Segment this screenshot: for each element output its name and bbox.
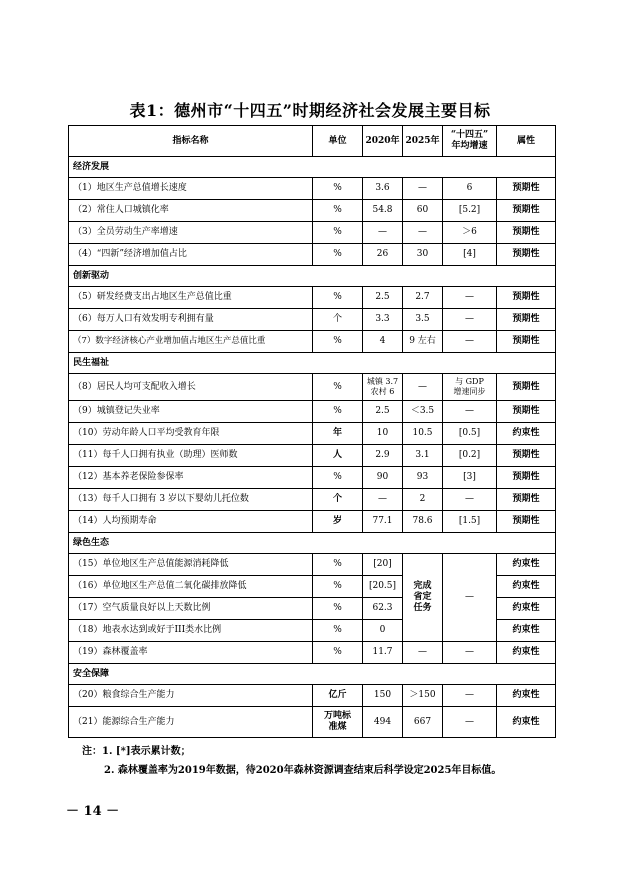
note-2: 2. 森林覆盖率为2019年数据，待2020年森林资源调查结束后科学设定2025年目标值。 xyxy=(104,765,502,776)
row-growth: — xyxy=(443,707,497,738)
row-2025: — xyxy=(403,178,443,200)
category-row xyxy=(69,157,556,178)
row-2025: 60 xyxy=(403,200,443,222)
merged-2025-target xyxy=(403,554,443,642)
row-name: （20）粮食综合生产能力 xyxy=(69,685,313,707)
header-unit: 单位 xyxy=(313,126,363,157)
row-unit: 岁 xyxy=(313,511,363,533)
row-name: （7）数字经济核心产业增加值占地区生产总值比重 xyxy=(69,331,313,353)
row-growth: ＞6 xyxy=(443,222,497,244)
table-notes xyxy=(82,742,501,780)
row-2025: ＜3.5 xyxy=(403,401,443,423)
row-growth xyxy=(443,374,497,401)
row-attr: 预期性 xyxy=(497,467,556,489)
row-name: （10）劳动年龄人口平均受教育年限 xyxy=(69,423,313,445)
merged-growth: — xyxy=(443,554,497,642)
row-2025: 93 xyxy=(403,467,443,489)
row-growth: — xyxy=(443,309,497,331)
row-attr: 约束性 xyxy=(497,685,556,707)
category-row xyxy=(69,266,556,287)
row-unit: % xyxy=(313,598,363,620)
row-attr: 约束性 xyxy=(497,620,556,642)
row-name: （4）“四新”经济增加值占比 xyxy=(69,244,313,266)
row-2025: 30 xyxy=(403,244,443,266)
row-2020: 3.3 xyxy=(363,309,403,331)
row-2020: 54.8 xyxy=(363,200,403,222)
table-row xyxy=(69,222,556,244)
category-row xyxy=(69,353,556,374)
row-2020: 2.5 xyxy=(363,401,403,423)
table-row xyxy=(69,178,556,200)
row-name: （14）人均预期寿命 xyxy=(69,511,313,533)
row-name: （9）城镇登记失业率 xyxy=(69,401,313,423)
row-growth: [0.5] xyxy=(443,423,497,445)
row-attr: 预期性 xyxy=(497,244,556,266)
row-2025: 9 左右 xyxy=(403,331,443,353)
table-row xyxy=(69,445,556,467)
row-growth: — xyxy=(443,489,497,511)
category-green: 绿色生态 xyxy=(69,533,556,554)
row-2020-urban: 城镇 3.7 xyxy=(366,377,399,386)
row-unit: % xyxy=(313,620,363,642)
row-name: （11）每千人口拥有执业（助理）医师数 xyxy=(69,445,313,467)
header-attr: 属性 xyxy=(497,126,556,157)
row-name: （13）每千人口拥有 3 岁以下婴幼儿托位数 xyxy=(69,489,313,511)
row-2020: 2.5 xyxy=(363,287,403,309)
row-name: （6）每万人口有效发明专利拥有量 xyxy=(69,309,313,331)
category-row xyxy=(69,533,556,554)
row-name: （1）地区生产总值增长速度 xyxy=(69,178,313,200)
row-unit: % xyxy=(313,467,363,489)
row-2020: 77.1 xyxy=(363,511,403,533)
table-row xyxy=(69,200,556,222)
row-growth: — xyxy=(443,331,497,353)
row-2020: 26 xyxy=(363,244,403,266)
category-row xyxy=(69,664,556,685)
row-growth: — xyxy=(443,287,497,309)
table-row xyxy=(69,489,556,511)
row-growth: [1.5] xyxy=(443,511,497,533)
row-growth: — xyxy=(443,401,497,423)
row-name: （21）能源综合生产能力 xyxy=(69,707,313,738)
row-attr: 预期性 xyxy=(497,200,556,222)
header-2020: 2020年 xyxy=(363,126,403,157)
row-2020: — xyxy=(363,222,403,244)
row-unit: % xyxy=(313,178,363,200)
merged-2025-line3: 任务 xyxy=(413,603,432,613)
table-row xyxy=(69,374,556,401)
row-attr: 预期性 xyxy=(497,511,556,533)
category-security: 安全保障 xyxy=(69,664,556,685)
row-attr: 预期性 xyxy=(497,445,556,467)
row-attr: 预期性 xyxy=(497,178,556,200)
row-2020: 0 xyxy=(363,620,403,642)
row-attr: 约束性 xyxy=(497,554,556,576)
note-1: 注：1. [*]表示累计数； xyxy=(82,746,191,757)
row-2025: 10.5 xyxy=(403,423,443,445)
row-growth: — xyxy=(443,642,497,664)
table-row xyxy=(69,554,556,576)
row-2020: 10 xyxy=(363,423,403,445)
header-row xyxy=(69,126,556,157)
row-2025: — xyxy=(403,222,443,244)
row-name: （17）空气质量良好以上天数比例 xyxy=(69,598,313,620)
row-attr: 预期性 xyxy=(497,309,556,331)
row-name: （19）森林覆盖率 xyxy=(69,642,313,664)
row-attr: 预期性 xyxy=(497,222,556,244)
category-welfare: 民生福祉 xyxy=(69,353,556,374)
row-name: （15）单位地区生产总值能源消耗降低 xyxy=(69,554,313,576)
row-growth: — xyxy=(443,685,497,707)
row-unit: % xyxy=(313,576,363,598)
row-2025: — xyxy=(403,642,443,664)
row-unit: % xyxy=(313,331,363,353)
table-row xyxy=(69,287,556,309)
row-name: （12）基本养老保险参保率 xyxy=(69,467,313,489)
row-growth: [4] xyxy=(443,244,497,266)
table-row xyxy=(69,401,556,423)
row-unit: % xyxy=(313,287,363,309)
table-title: 表1：德州市“十四五”时期经济社会发展主要目标 xyxy=(129,101,491,120)
table-row xyxy=(69,423,556,445)
row-attr: 预期性 xyxy=(497,401,556,423)
page-number: － 14 － xyxy=(66,804,120,819)
table-row xyxy=(69,642,556,664)
header-2025: 2025年 xyxy=(403,126,443,157)
row-unit xyxy=(313,707,363,738)
row-2020: 150 xyxy=(363,685,403,707)
row-unit: 人 xyxy=(313,445,363,467)
row-2025: — xyxy=(403,374,443,401)
row-unit: 个 xyxy=(313,489,363,511)
row-2025: 78.6 xyxy=(403,511,443,533)
row-2025: 2.7 xyxy=(403,287,443,309)
row-2025: ＞150 xyxy=(403,685,443,707)
row-unit-line1: 万吨标 xyxy=(323,711,351,721)
row-unit: % xyxy=(313,642,363,664)
row-unit: 个 xyxy=(313,309,363,331)
row-2020: 4 xyxy=(363,331,403,353)
row-2020: 494 xyxy=(363,707,403,738)
row-attr: 预期性 xyxy=(497,331,556,353)
row-attr: 约束性 xyxy=(497,642,556,664)
row-name: （3）全员劳动生产率增速 xyxy=(69,222,313,244)
row-unit: 亿斤 xyxy=(313,685,363,707)
row-2025: 3.1 xyxy=(403,445,443,467)
targets-table xyxy=(68,125,556,738)
row-2025: 667 xyxy=(403,707,443,738)
table-row xyxy=(69,511,556,533)
row-growth: [3] xyxy=(443,467,497,489)
table-row xyxy=(69,707,556,738)
row-unit: % xyxy=(313,401,363,423)
category-economy: 经济发展 xyxy=(69,157,556,178)
row-2020: 3.6 xyxy=(363,178,403,200)
row-2025: 3.5 xyxy=(403,309,443,331)
row-unit: % xyxy=(313,200,363,222)
row-unit: % xyxy=(313,554,363,576)
table-row xyxy=(69,244,556,266)
row-attr: 约束性 xyxy=(497,423,556,445)
row-2025: 2 xyxy=(403,489,443,511)
row-2020 xyxy=(363,374,403,401)
row-attr: 约束性 xyxy=(497,707,556,738)
row-attr: 约束性 xyxy=(497,576,556,598)
row-name: （2）常住人口城镇化率 xyxy=(69,200,313,222)
row-unit: % xyxy=(313,222,363,244)
row-2020: 62.3 xyxy=(363,598,403,620)
table-row xyxy=(69,309,556,331)
table-row xyxy=(69,685,556,707)
header-growth-line2: 年均增速 xyxy=(451,141,488,151)
row-unit-line2: 准煤 xyxy=(328,722,347,732)
row-growth: [5.2] xyxy=(443,200,497,222)
category-innovation: 创新驱动 xyxy=(69,266,556,287)
table-row xyxy=(69,331,556,353)
row-unit: % xyxy=(313,374,363,401)
row-2020: 11.7 xyxy=(363,642,403,664)
row-name: （16）单位地区生产总值二氧化碳排放降低 xyxy=(69,576,313,598)
header-growth xyxy=(443,126,497,157)
row-2020: 90 xyxy=(363,467,403,489)
merged-2025-line2: 省定 xyxy=(413,592,432,602)
row-growth: [0.2] xyxy=(443,445,497,467)
row-attr: 预期性 xyxy=(497,374,556,401)
table-row xyxy=(69,467,556,489)
row-attr: 预期性 xyxy=(497,489,556,511)
row-2020: 2.9 xyxy=(363,445,403,467)
row-2020: — xyxy=(363,489,403,511)
row-growth-line2: 增速同步 xyxy=(453,387,486,396)
row-2020-rural: 农村 6 xyxy=(370,387,395,396)
row-2020: [20.5] xyxy=(363,576,403,598)
row-name: （8）居民人均可支配收入增长 xyxy=(69,374,313,401)
row-attr: 预期性 xyxy=(497,287,556,309)
row-attr: 约束性 xyxy=(497,598,556,620)
row-name: （5）研发经费支出占地区生产总值比重 xyxy=(69,287,313,309)
row-growth: 6 xyxy=(443,178,497,200)
merged-2025-line1: 完成 xyxy=(413,581,432,591)
row-unit: % xyxy=(313,244,363,266)
row-2020: [20] xyxy=(363,554,403,576)
row-growth-line1: 与 GDP xyxy=(455,377,484,386)
row-unit: 年 xyxy=(313,423,363,445)
row-name: （18）地表水达到或好于III类水比例 xyxy=(69,620,313,642)
header-name: 指标名称 xyxy=(69,126,313,157)
header-growth-line1: “十四五” xyxy=(450,130,489,140)
